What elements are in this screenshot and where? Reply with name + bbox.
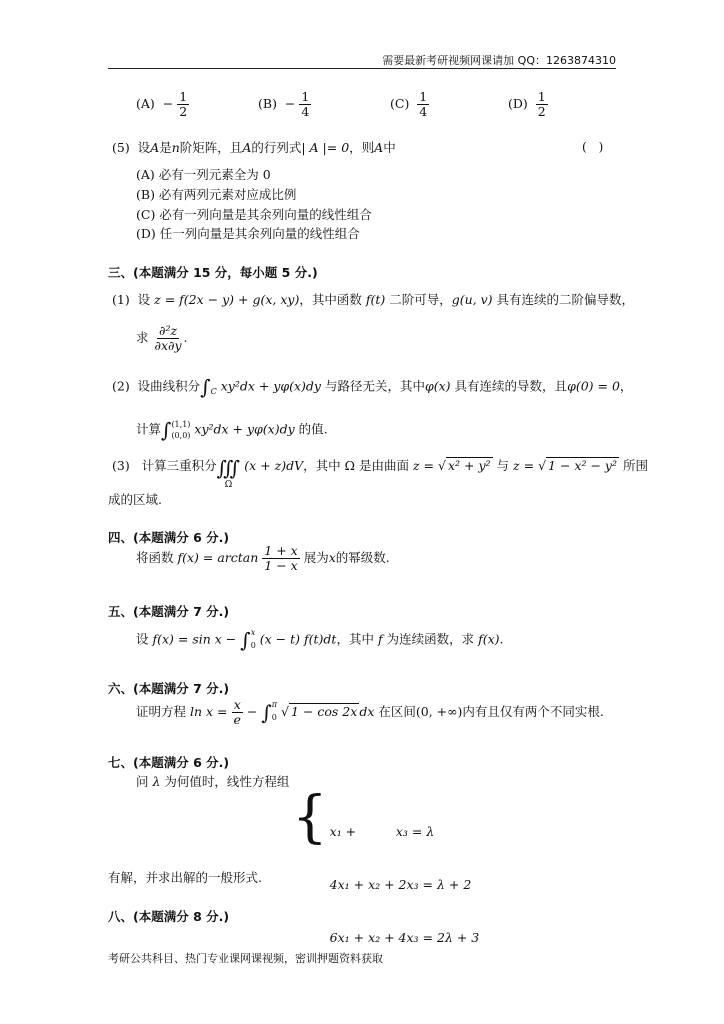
formula: z = f(2x − y) + g(x, xy) bbox=[154, 292, 300, 307]
denominator: ∂x∂y bbox=[154, 337, 182, 353]
equation-1: x₁ + x₃ = λ bbox=[329, 824, 435, 839]
lower-limit: 0 bbox=[271, 713, 277, 723]
section-5-title: 五、(本题满分 7 分.) bbox=[108, 604, 230, 619]
differential: dx bbox=[359, 703, 375, 719]
option-fraction bbox=[299, 90, 311, 119]
question-number: (5) bbox=[112, 140, 130, 155]
formula: φ(x) bbox=[425, 378, 451, 394]
option-b bbox=[258, 90, 311, 119]
formula: (x − t) f(t)dt bbox=[259, 631, 337, 647]
formula: (x + z)dV bbox=[244, 458, 304, 473]
option-fraction bbox=[417, 90, 429, 119]
formula: xy²dx + yφ(x)dy bbox=[194, 421, 295, 437]
lower-limit: (0,0) bbox=[171, 431, 191, 440]
comma: ， bbox=[619, 378, 633, 394]
stem-text: 的幂级数. bbox=[335, 549, 390, 565]
sec3-q3-line1: (3) 计算三重积分 ∭ Ω (x + z)dV，其中 Ω 是由曲面 z = √ x² + y² 与 z = √ 1 − x² − y² 所围 bbox=[112, 456, 648, 490]
equation-2: 4x₁ + x₂ + 2x₃ = λ + 2 bbox=[329, 877, 472, 892]
stem-text: 计算 bbox=[136, 421, 162, 437]
sec6-body: 证明方程 ln x = $\frac{x}{e}$ − ∫ π 0 √ 1 − cos 2x dx 在区间(0, +∞)内有且仅有两个不同实根. bbox=[136, 697, 604, 727]
fraction bbox=[232, 698, 243, 727]
numerator: 1 bbox=[419, 89, 428, 104]
stem-text: 二阶可导， bbox=[389, 292, 452, 307]
q5-option-c: (C) 必有一列向量是其余列向量的线性组合 bbox=[136, 207, 372, 222]
section-4-title: 四、(本题满分 6 分.) bbox=[108, 530, 230, 545]
interval: (0, +∞) bbox=[415, 703, 463, 719]
formula: φ(0) = 0 bbox=[567, 378, 620, 394]
equation-3: 6x₁ + x₂ + 4x₃ = 2λ + 3 bbox=[329, 930, 480, 945]
numerator: 1 bbox=[537, 89, 546, 104]
variable: x bbox=[328, 549, 336, 565]
numerator: 1 bbox=[301, 89, 310, 104]
upper-limit: x bbox=[250, 628, 256, 637]
header-rule bbox=[108, 68, 616, 69]
stem-text: 在区间 bbox=[378, 703, 416, 719]
denominator: 1 − x bbox=[264, 557, 298, 573]
option-sign: − bbox=[284, 95, 296, 111]
integral-sign: ∫ bbox=[200, 375, 211, 399]
stem-text: 是 bbox=[159, 140, 172, 155]
sec7-intro bbox=[136, 772, 289, 790]
section-7-title: 七、(本题满分 6 分.) bbox=[108, 755, 230, 770]
option-label: (B) bbox=[258, 95, 277, 111]
radicand: 1 − x² − y² bbox=[548, 458, 617, 473]
formula: f(t) bbox=[365, 292, 386, 307]
upper-limit: π bbox=[271, 700, 278, 710]
stem-text: 是由曲面 bbox=[359, 458, 410, 473]
integral-sign: ∫ bbox=[240, 627, 251, 652]
stem-text: 计算三重积分 bbox=[141, 458, 217, 473]
numerator: 1 + x bbox=[264, 543, 298, 558]
triple-integral bbox=[217, 456, 241, 490]
q5-option-b: (B) 必有两列元素对应成比例 bbox=[136, 187, 297, 202]
denominator: e bbox=[233, 711, 241, 727]
numerator: x bbox=[233, 697, 241, 712]
option-label: (D) bbox=[508, 95, 528, 111]
matrix-symbol: A bbox=[242, 140, 252, 155]
option-label: (A) bbox=[136, 95, 155, 111]
sec7-tail: 有解，并求出解的一般形式. bbox=[108, 870, 262, 885]
denominator: 2 bbox=[179, 103, 188, 119]
stem-text: 求 bbox=[136, 329, 149, 345]
stem-text: 问 bbox=[136, 774, 149, 789]
formula: f(x) = sin x − bbox=[152, 631, 237, 647]
denominator: 2 bbox=[537, 103, 546, 119]
sec3-q3-line2: 成的区域. bbox=[108, 492, 162, 507]
option-d bbox=[508, 90, 548, 119]
stem-text: 设曲线积分 bbox=[137, 378, 201, 394]
stem-text: 所围 bbox=[622, 458, 648, 473]
formula: z = bbox=[513, 458, 535, 473]
numerator: 1 bbox=[179, 89, 188, 104]
upper-limit: (1,1) bbox=[171, 419, 191, 429]
option-sign: − bbox=[162, 95, 174, 111]
option-fraction bbox=[177, 90, 189, 119]
integral-limits bbox=[272, 699, 277, 725]
stem-text: 设 bbox=[137, 140, 151, 155]
question-number: (3) bbox=[112, 458, 130, 473]
order-symbol: n bbox=[171, 140, 180, 155]
formula: z = bbox=[413, 458, 435, 473]
sec5-body bbox=[136, 627, 503, 653]
sec3-q1-line2 bbox=[136, 324, 188, 353]
integral-limits bbox=[251, 627, 256, 653]
stem-text: ，则 bbox=[349, 140, 375, 155]
question-5 bbox=[112, 138, 396, 156]
integral-sign: ∫ bbox=[261, 700, 272, 725]
lambda-symbol: λ bbox=[152, 774, 161, 789]
left-brace: { bbox=[292, 785, 328, 850]
stem-text: 设 bbox=[137, 292, 151, 307]
formula: f(x) bbox=[478, 631, 500, 647]
stem-text: 与 bbox=[496, 458, 510, 473]
sec3-q1-line1 bbox=[112, 290, 634, 308]
answer-paren: ( ) bbox=[582, 140, 604, 154]
integral-path: C bbox=[210, 387, 217, 396]
page-footer: 考研公共科目、热门专业课网课视频，密训押题资料获取 bbox=[108, 952, 383, 965]
denominator: 4 bbox=[419, 103, 428, 119]
determinant-expr: | A |= 0 bbox=[301, 140, 350, 155]
option-c bbox=[390, 90, 429, 119]
function-symbol: f bbox=[377, 631, 383, 647]
lower-limit: 0 bbox=[250, 640, 256, 650]
radicand: 1 − cos 2x bbox=[291, 703, 358, 719]
q5-option-a: (A) 必有一列元素全为 0 bbox=[136, 167, 271, 182]
sec3-q2-line2 bbox=[136, 418, 328, 442]
section-8-title: 八、(本题满分 8 分.) bbox=[108, 909, 230, 924]
stem-text: 中 bbox=[383, 140, 396, 155]
stem-text: ，其中 bbox=[336, 631, 374, 647]
sec3-q2-line1 bbox=[112, 375, 632, 399]
fraction bbox=[262, 544, 299, 573]
question-number: (1) bbox=[112, 292, 130, 307]
integral-limits bbox=[171, 419, 190, 441]
stem-text: 证明方程 bbox=[136, 703, 187, 719]
stem-text: ，其中 bbox=[303, 458, 341, 473]
minus-sign: − bbox=[246, 703, 258, 719]
stem-text: 展为 bbox=[303, 549, 329, 565]
section-6-title: 六、(本题满分 7 分.) bbox=[108, 681, 230, 696]
stem-text: 具有连续的导数，且 bbox=[454, 378, 568, 394]
denominator: 4 bbox=[301, 103, 310, 119]
formula: xy²dx + yφ(x)dy bbox=[220, 378, 321, 394]
stem-text: 阶矩阵，且 bbox=[179, 140, 243, 155]
formula: ln x = bbox=[190, 703, 228, 719]
stem-text: 为连续函数，求 bbox=[386, 631, 475, 647]
option-label: (C) bbox=[390, 95, 410, 111]
numerator: ∂²z bbox=[158, 323, 178, 338]
stem-text: 为何值时，线性方程组 bbox=[164, 774, 290, 789]
stem-text: ，其中函数 bbox=[299, 292, 362, 307]
section-3-title: 三、(本题满分 15 分，每小题 5 分.) bbox=[108, 265, 318, 280]
sec4-body bbox=[136, 544, 390, 573]
integral-domain: Ω bbox=[224, 480, 233, 490]
period: . bbox=[499, 631, 504, 647]
stem-text: 的值. bbox=[298, 421, 328, 437]
page-header: 需要最新考研视频网课请加 QQ：1263874310 bbox=[382, 54, 616, 67]
stem-text: 将函数 bbox=[136, 549, 174, 565]
radicand: x² + y² bbox=[448, 458, 491, 473]
integral-sign: ∫ bbox=[161, 418, 172, 442]
stem-text: 内有且仅有两个不同实根. bbox=[462, 703, 604, 719]
stem-text: 具有连续的二阶偏导数， bbox=[496, 292, 635, 307]
stem-text: 设 bbox=[136, 631, 149, 647]
omega-symbol: Ω bbox=[344, 458, 356, 473]
option-a bbox=[136, 90, 189, 119]
matrix-symbol: A bbox=[150, 140, 160, 155]
partial-derivative bbox=[153, 324, 184, 353]
matrix-symbol: A bbox=[374, 140, 384, 155]
formula: f(x) = arctan bbox=[177, 549, 259, 565]
integral-sign: ∭ bbox=[216, 456, 241, 480]
stem-text: 与路径无关，其中 bbox=[324, 378, 425, 394]
q5-option-d: (D) 任一列向量是其余列向量的线性组合 bbox=[136, 226, 360, 241]
formula: g(u, v) bbox=[451, 292, 493, 307]
period: . bbox=[183, 329, 188, 345]
option-fraction bbox=[536, 90, 548, 119]
stem-text: 的行列式 bbox=[251, 140, 302, 155]
question-number: (2) bbox=[112, 378, 130, 394]
